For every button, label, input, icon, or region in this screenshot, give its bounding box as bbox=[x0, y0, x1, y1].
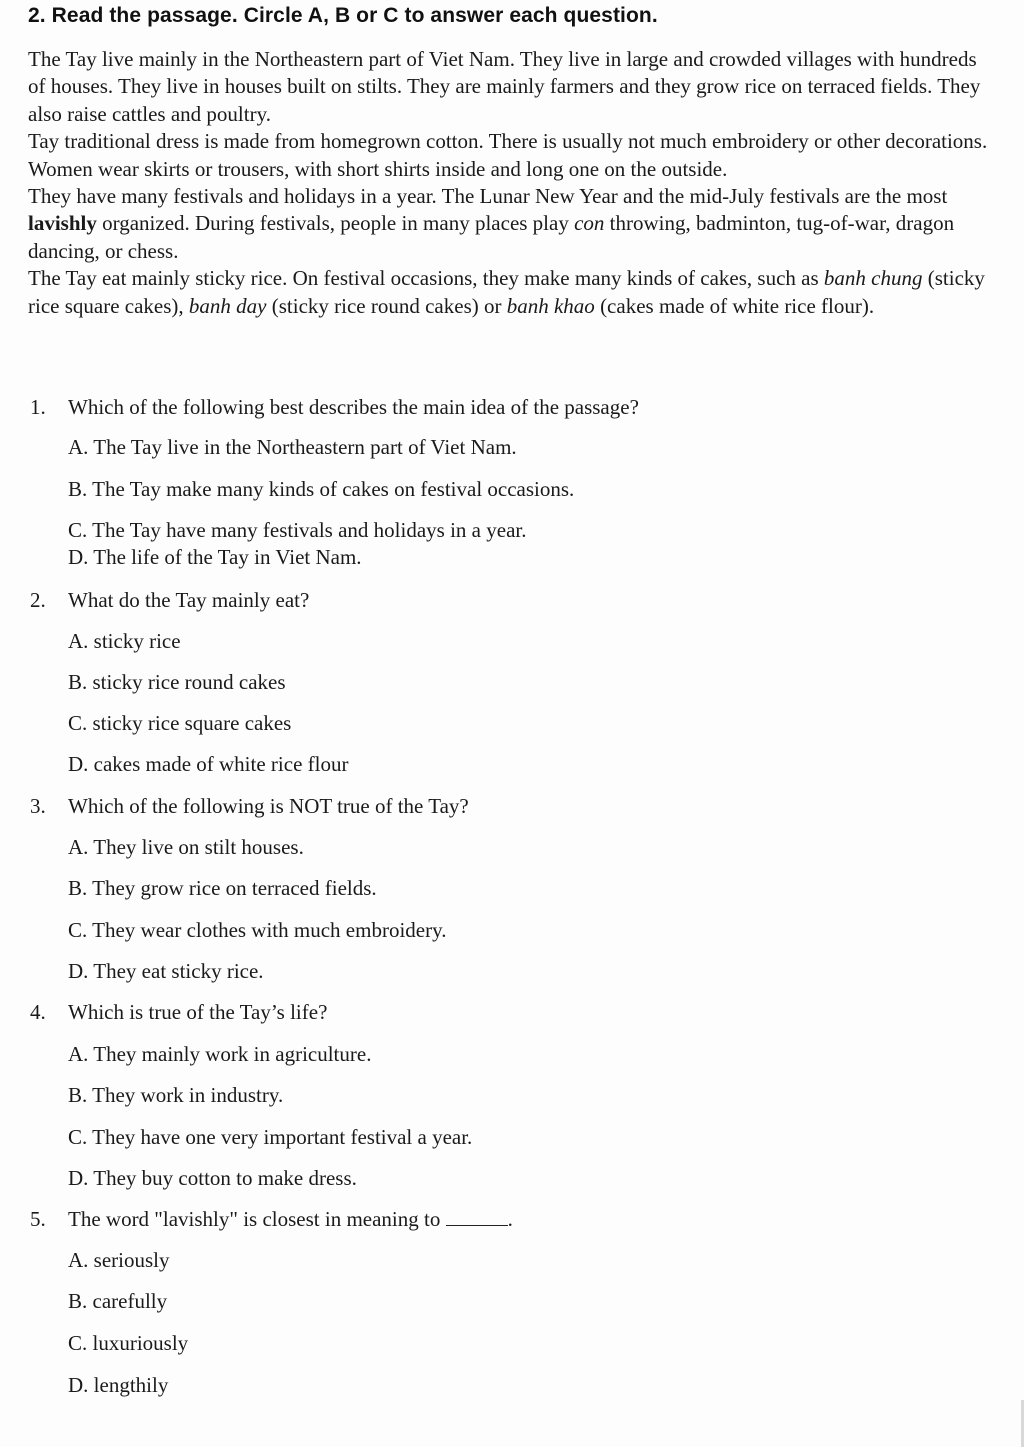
q5-option-a[interactable]: A. seriously bbox=[68, 1248, 170, 1272]
q2-option-b[interactable]: B. sticky rice round cakes bbox=[68, 670, 286, 694]
q4-option-a[interactable]: A. They mainly work in agriculture. bbox=[68, 1042, 372, 1066]
passage-paragraph-4 bbox=[28, 265, 993, 320]
question-text: Which of the following best describes the main idea of the passage? bbox=[68, 395, 639, 419]
question-5 bbox=[0, 1206, 1000, 1232]
passage-text: They have many festivals and holidays in a year. The Lunar New Year and the mid-July festivals are the most bbox=[28, 184, 948, 209]
question-text: Which is true of the Tay’s life? bbox=[68, 1000, 328, 1024]
exercise-heading: 2. Read the passage. Circle A, B or C to answer each question. bbox=[28, 4, 658, 27]
q4-option-d[interactable]: D. They buy cotton to make dress. bbox=[68, 1166, 357, 1190]
question-1 bbox=[0, 394, 1000, 420]
question-3 bbox=[0, 793, 1000, 819]
q5-option-c[interactable]: C. luxuriously bbox=[68, 1331, 189, 1355]
question-number: 4. bbox=[30, 1000, 46, 1024]
q3-option-b[interactable]: B. They grow rice on terraced fields. bbox=[68, 876, 377, 900]
q5-option-d[interactable]: D. lengthily bbox=[68, 1373, 169, 1397]
q1-option-c[interactable]: C. The Tay have many festivals and holidays in a year. bbox=[68, 518, 527, 542]
question-text: What do the Tay mainly eat? bbox=[68, 588, 310, 612]
q5-option-b[interactable]: B. carefully bbox=[68, 1289, 168, 1313]
passage-text: organized. During festivals, people in many places play bbox=[96, 211, 575, 236]
q1-option-b[interactable]: B. The Tay make many kinds of cakes on festival occasions. bbox=[68, 477, 575, 501]
reading-passage bbox=[28, 46, 993, 320]
question-number: 2. bbox=[30, 588, 46, 612]
passage-text: (sticky rice square cakes), bbox=[28, 266, 985, 318]
passage-paragraph-1: The Tay live mainly in the Northeastern part of Viet Nam. They live in large and crowded villages with hundreds of houses. They live in houses built on stilts. They are mainly farmers and they grow rice on terraced fields. They also raise cattles and poultry. bbox=[28, 47, 981, 126]
q4-option-c[interactable]: C. They have one very important festival a year. bbox=[68, 1125, 473, 1149]
question-4 bbox=[0, 999, 1000, 1025]
passage-text: The Tay eat mainly sticky rice. On festival occasions, they make many kinds of cakes, such as bbox=[28, 266, 824, 291]
q2-option-d[interactable]: D. cakes made of white rice flour bbox=[68, 752, 349, 776]
question-text-end: . bbox=[507, 1207, 513, 1231]
question-text: Which of the following is NOT true of the Tay? bbox=[68, 794, 469, 818]
question-number: 1. bbox=[30, 395, 46, 419]
q2-option-c[interactable]: C. sticky rice square cakes bbox=[68, 711, 292, 735]
answer-blank bbox=[446, 1209, 508, 1226]
q3-option-d[interactable]: D. They eat sticky rice. bbox=[68, 959, 264, 983]
italic-banh-khao: banh khao bbox=[506, 293, 595, 318]
bold-word-lavishly: lavishly bbox=[28, 211, 97, 236]
passage-text: (cakes made of white rice flour). bbox=[594, 293, 875, 318]
passage-text: (sticky rice round cakes) or bbox=[266, 293, 507, 318]
q1-option-d[interactable]: D. The life of the Tay in Viet Nam. bbox=[68, 545, 362, 569]
question-text-start: The word "lavishly" is closest in meaning to bbox=[68, 1207, 441, 1231]
q2-option-a[interactable]: A. sticky rice bbox=[68, 629, 181, 653]
q4-option-b[interactable]: B. They work in industry. bbox=[68, 1083, 284, 1107]
question-text bbox=[68, 1206, 513, 1232]
passage-text: throwing, badminton, tug-of-war, dragon dancing, or chess. bbox=[28, 211, 955, 263]
q3-option-a[interactable]: A. They live on stilt houses. bbox=[68, 835, 304, 859]
question-2 bbox=[0, 587, 1000, 613]
question-number: 3. bbox=[30, 794, 46, 818]
italic-banh-chung: banh chung bbox=[823, 266, 923, 291]
question-number: 5. bbox=[30, 1207, 46, 1231]
italic-banh-day: banh day bbox=[188, 293, 267, 318]
q1-option-a[interactable]: A. The Tay live in the Northeastern part of Viet Nam. bbox=[68, 435, 517, 459]
q3-option-c[interactable]: C. They wear clothes with much embroidery. bbox=[68, 918, 447, 942]
passage-paragraph-3 bbox=[28, 183, 993, 265]
passage-paragraph-2: Tay traditional dress is made from homegrown cotton. There is usually not much embroidery or other decorations. Women wear skirts or trousers, with short shirts inside and long one on the outside. bbox=[28, 129, 988, 181]
italic-word-con: con bbox=[574, 211, 605, 236]
